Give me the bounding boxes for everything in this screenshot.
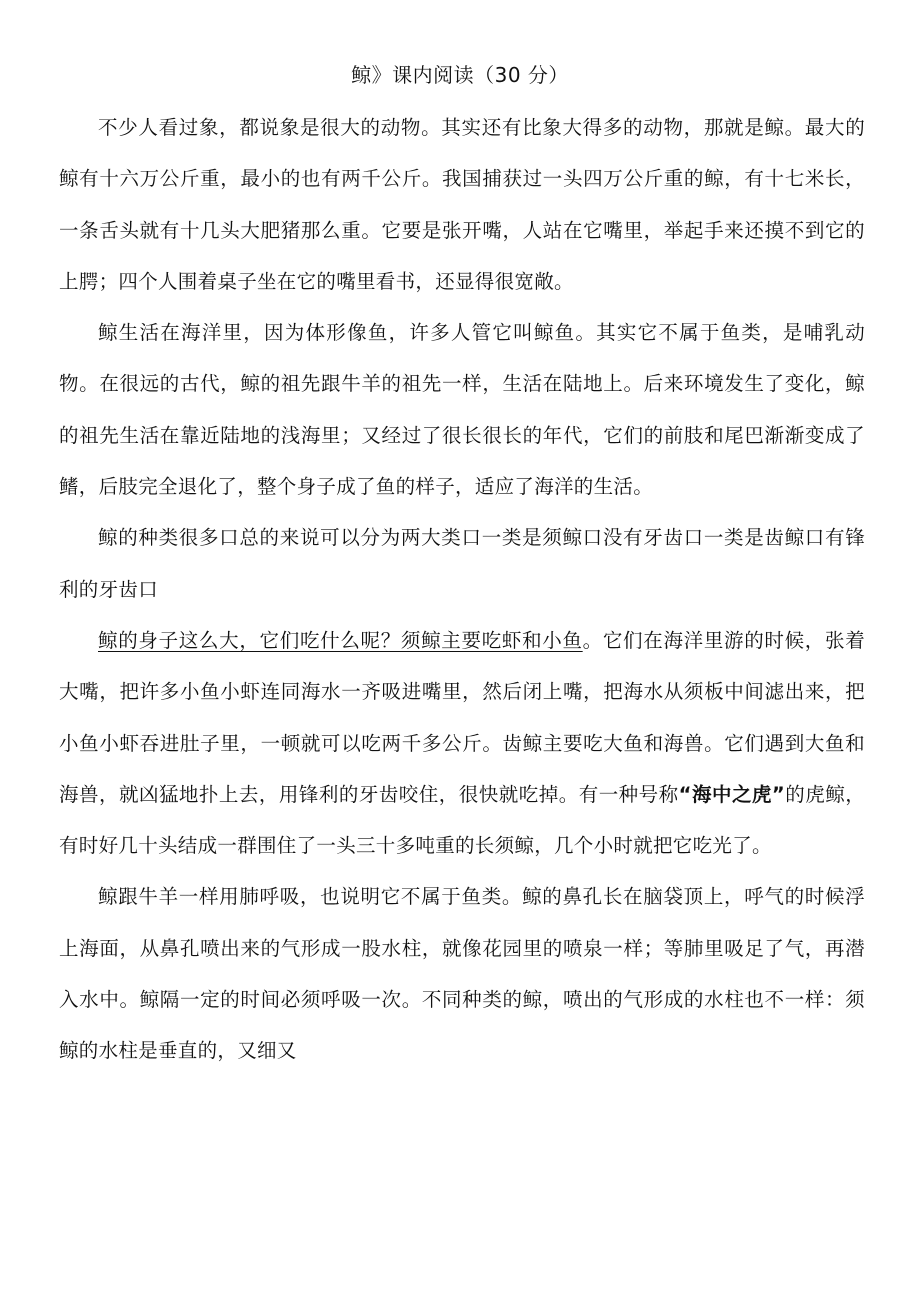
article-body (59, 102, 865, 1077)
paragraph-4-text-a: 。它们在海洋里游的时候，张着大嘴，把许多小鱼小虾连同海水一齐吸进嘴里，然后闭上嘴，把海水从须板中间滤出来，把小鱼小虾吞进肚子里，一顿就可以吃两千多公斤。齿鲸主要吃大鱼和海兽。它们遇到大鱼和海兽，就凶猛地扑上去，用锋利的牙齿咬住，很快就吃掉。有一种号称 (59, 628, 865, 806)
underlined-sentence: 鲸的身子这么大，它们吃什么呢？须鲸主要吃虾和小鱼 (98, 628, 583, 652)
paragraph-3: 鲸的种类很多口总的来说可以分为两大类口一类是须鲸口没有牙齿口一类是齿鲸口有锋利的牙齿口 (59, 526, 865, 601)
paragraph-4 (59, 615, 865, 871)
paragraph-4-text-b: 的虎鲸，有时好几十头结成一群围住了一头三十多吨重的长须鲸，几个小时就把它吃光了。 (59, 782, 866, 858)
page-title: 鲸》课内阅读（30 分） (351, 63, 569, 87)
paragraph-5: 鲸跟牛羊一样用肺呼吸，也说明它不属于鱼类。鲸的鼻孔长在脑袋顶上，呼气的时候浮上海面，从鼻孔喷出来的气形成一股水柱，就像花园里的喷泉一样；等肺里吸足了气，再潜入水中。鲸隔一定的时间必须呼吸一次。不同种类的鲸，喷出的气形成的水柱也不一样：须鲸的水柱是垂直的，又细又 (59, 885, 865, 1063)
paragraph-2: 鲸生活在海洋里，因为体形像鱼，许多人管它叫鲸鱼。其实它不属于鱼类，是哺乳动物。在很远的古代，鲸的祖先跟牛羊的祖先一样，生活在陆地上。后来环境发生了变化，鲸的祖先生活在靠近陆地的浅海里；又经过了很长很长的年代，它们的前肢和尾巴渐渐变成了鳍，后肢完全退化了，整个身子成了鱼的样子，适应了海洋的生活。 (59, 321, 865, 499)
paragraph-1: 不少人看过象，都说象是很大的动物。其实还有比象大得多的动物，那就是鲸。最大的鲸有十六万公斤重，最小的也有两千公斤。我国捕获过一头四万公斤重的鲸，有十七米长，一条舌头就有十几头大肥猪那么重。它要是张开嘴，人站在它嘴里，举起手来还摸不到它的上腭；四个人围着桌子坐在它的嘴里看书，还显得很宽敞。 (59, 116, 865, 293)
quoted-phrase: “海中之虎” (678, 782, 786, 806)
